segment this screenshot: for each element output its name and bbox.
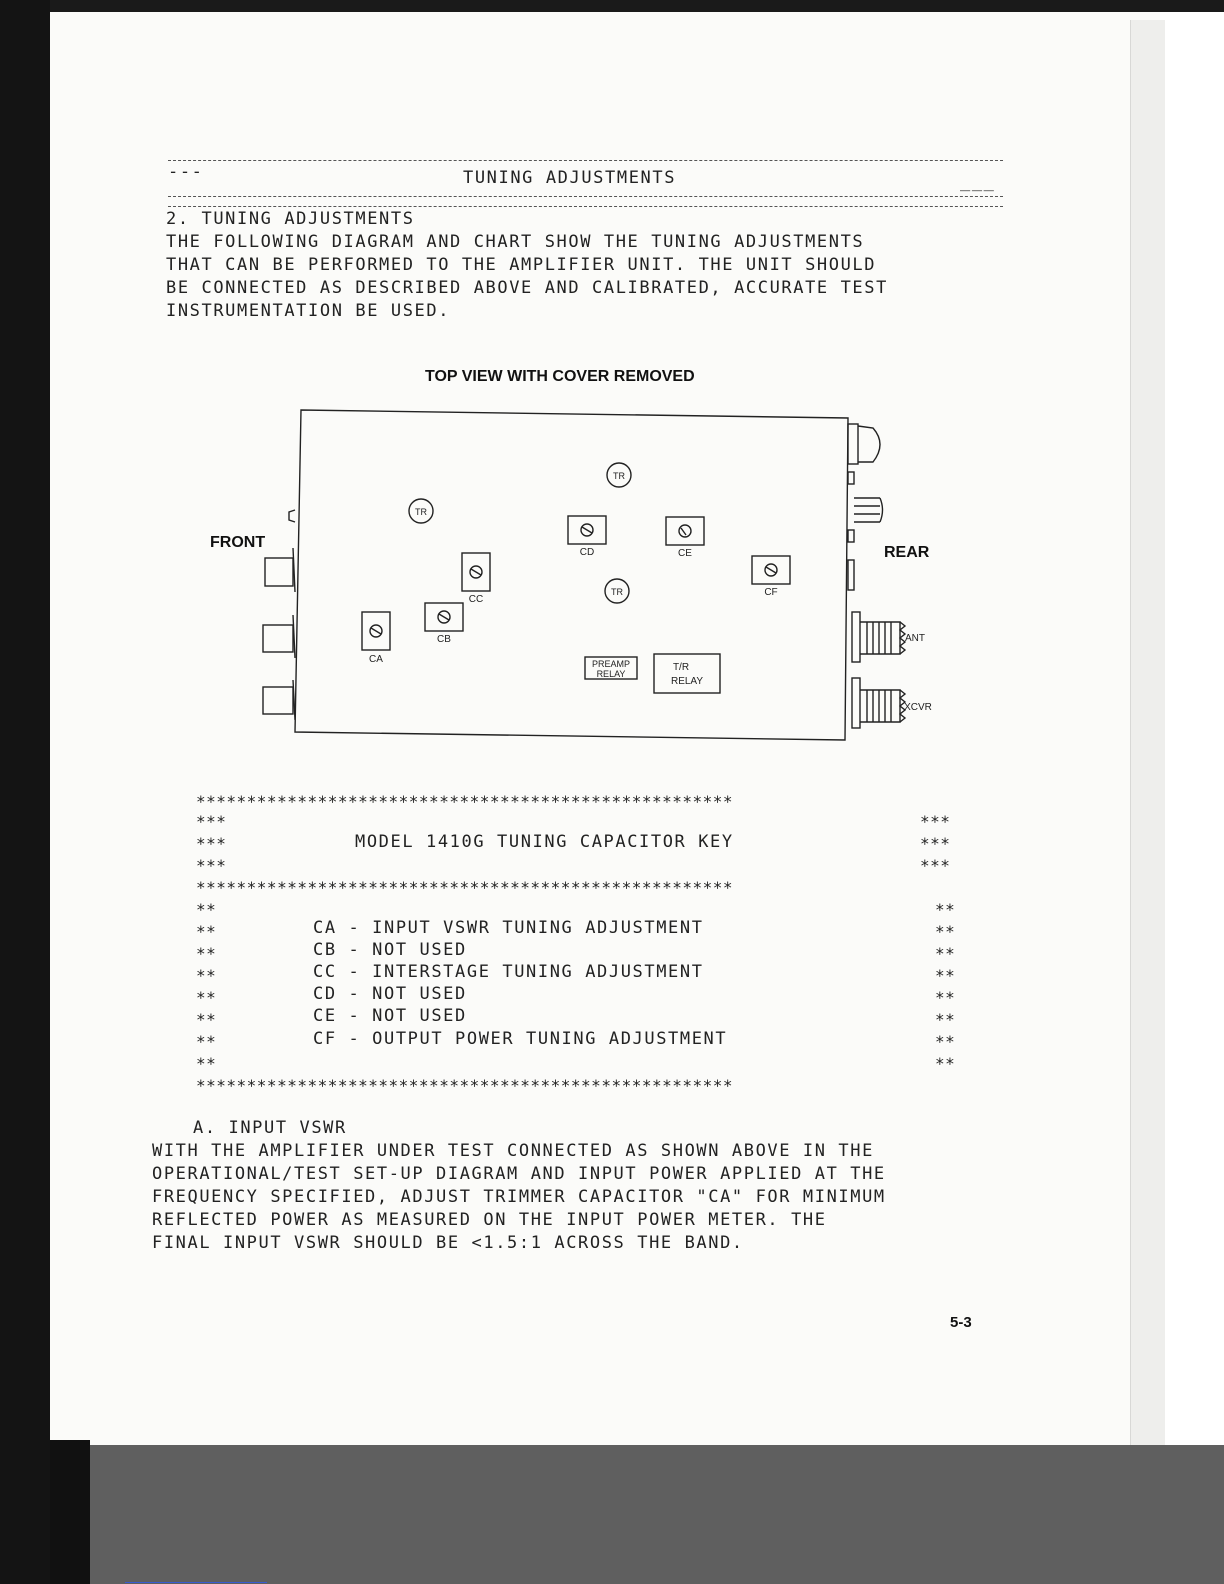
intro-heading: 2. TUNING ADJUSTMENTS [166,209,415,229]
preamp-relay-label: PREAMP [591,659,631,669]
key-border-left: ** [196,1032,217,1051]
section-a-line: OPERATIONAL/TEST SET-UP DIAGRAM AND INPUT POWER APPLIED AT THE [152,1164,886,1184]
key-border-right: ** [935,944,956,963]
key-border-left: *** [196,812,227,831]
header-rule-bottom [168,206,1003,207]
key-item: CE - NOT USED [313,1006,467,1026]
tr-label: TR [611,587,623,597]
key-border-right: *** [920,834,951,853]
key-border-right: *** [920,812,951,831]
key-border-left: ** [196,1010,217,1029]
key-border-left: ** [196,1054,217,1073]
diagram-title: TOP VIEW WITH COVER REMOVED [425,368,695,385]
tr-label: TR [415,507,427,517]
key-item: CA - INPUT VSWR TUNING ADJUSTMENT [313,918,704,938]
key-border-right: ** [935,966,956,985]
page-edge [1130,20,1165,1450]
key-border-right: ** [935,922,956,941]
key-border: ***************************************************** [196,792,734,811]
front-connector [263,687,293,714]
header-dash-right: ___ [960,172,996,192]
tr-relay-label: RELAY [670,676,704,687]
tr-relay [654,654,720,693]
intro-line: THAT CAN BE PERFORMED TO THE AMPLIFIER UNIT. THE UNIT SHOULD [166,255,877,275]
key-item: CC - INTERSTAGE TUNING ADJUSTMENT [313,962,704,982]
capacitor-label: CA [369,654,383,665]
header-rule-top [168,160,1003,161]
scan-border-left [0,0,50,1584]
key-border-left: *** [196,856,227,875]
scan-border-corner [50,1440,90,1584]
page-header-title: TUNING ADJUSTMENTS [463,168,677,188]
key-border-left: ** [196,944,217,963]
capacitor-ce [666,517,704,545]
key-item: CF - OUTPUT POWER TUNING ADJUSTMENT [313,1029,728,1049]
intro-line: THE FOLLOWING DIAGRAM AND CHART SHOW THE TUNING ADJUSTMENTS [166,232,865,252]
section-a-line: FINAL INPUT VSWR SHOULD BE <1.5:1 ACROSS THE BAND. [152,1233,744,1253]
tr-label: TR [613,471,625,481]
page-number: 5-3 [950,1314,972,1331]
key-border-right: ** [935,900,956,919]
ant-label: ANT [905,633,925,644]
key-border-right: ** [935,1054,956,1073]
intro-line: INSTRUMENTATION BE USED. [166,301,451,321]
preamp-relay-label: RELAY [596,669,626,679]
key-item: CD - NOT USED [313,984,467,1004]
intro-paragraph [166,208,888,323]
section-a-line: WITH THE AMPLIFIER UNDER TEST CONNECTED AS SHOWN ABOVE IN THE [152,1141,874,1161]
amplifier-top-view-diagram [255,400,955,750]
xcvr-label: XCVR [904,702,932,713]
key-border-right: ** [935,1010,956,1029]
scan-border-bottom [50,1445,1224,1584]
key-border-left: ** [196,922,217,941]
key-border: ***************************************************** [196,878,734,897]
capacitor-label: CC [468,594,484,605]
key-border: ***************************************************** [196,1076,734,1095]
key-border-left: ** [196,966,217,985]
key-border-left: *** [196,834,227,853]
link-underline [125,1582,267,1583]
capacitor-label: CE [678,548,692,559]
key-border-right: ** [935,1032,956,1051]
front-label: FRONT [210,534,266,551]
header-rule-mid [168,196,1003,197]
section-a-heading: A. INPUT VSWR [193,1118,347,1138]
key-border-left: ** [196,900,217,919]
key-border-left: ** [196,988,217,1007]
tr-relay-label: T/R [672,662,690,673]
intro-line: BE CONNECTED AS DESCRIBED ABOVE AND CALIBRATED, ACCURATE TEST [166,278,888,298]
front-connector [265,558,293,586]
front-connector [263,625,293,652]
capacitor-label: CB [437,634,451,645]
capacitor-label: CF [764,587,778,598]
capacitor-label: CD [579,547,595,558]
chassis-outline [295,410,848,740]
header-dash-left: --- [168,162,204,182]
section-a-line: FREQUENCY SPECIFIED, ADJUST TRIMMER CAPACITOR "CA" FOR MINIMUM [152,1187,886,1207]
key-title: MODEL 1410G TUNING CAPACITOR KEY [355,832,734,852]
key-border-right: ** [935,988,956,1007]
rear-label: REAR [884,544,930,561]
key-item: CB - NOT USED [313,940,467,960]
section-a-paragraph [152,1140,886,1255]
section-a-line: REFLECTED POWER AS MEASURED ON THE INPUT POWER METER. THE [152,1210,827,1230]
scan-border-top [0,0,1224,12]
key-border-right: *** [920,856,951,875]
